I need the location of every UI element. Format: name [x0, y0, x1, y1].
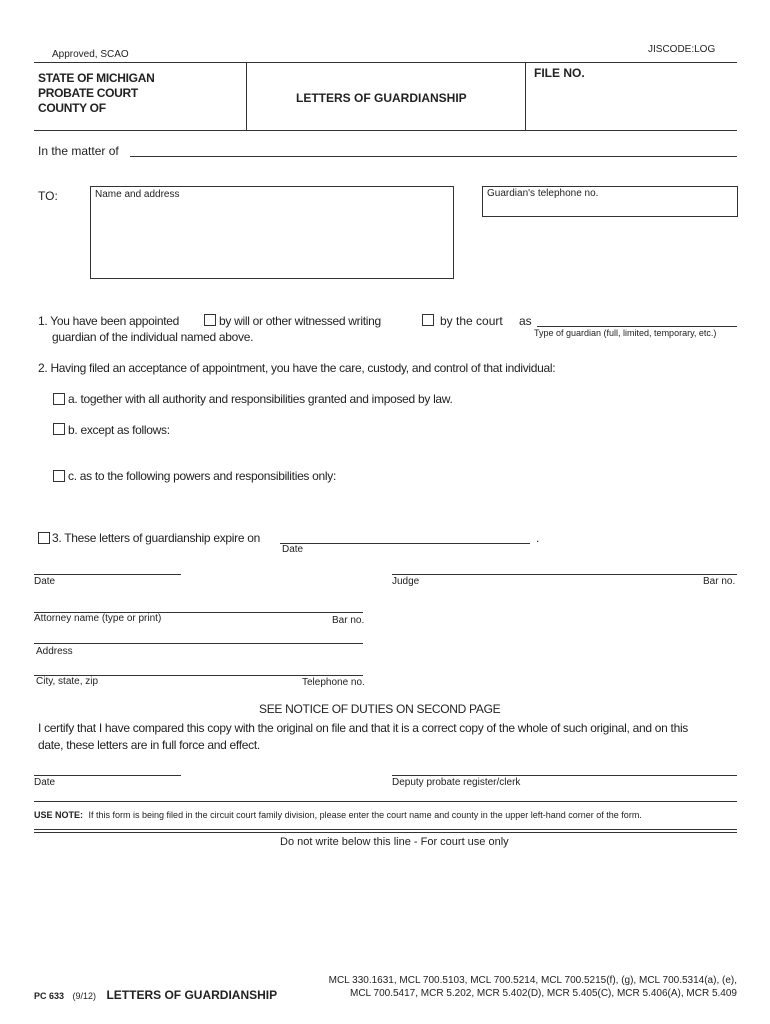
- certify-date-label: Date: [34, 777, 56, 788]
- judge-label: Judge: [392, 576, 420, 587]
- clerk-label: Deputy probate register/clerk: [392, 777, 521, 788]
- as-label: as: [519, 314, 532, 328]
- expire-checkbox[interactable]: [38, 532, 50, 544]
- footer-form-id: [34, 986, 277, 1004]
- telephone-label: Telephone no.: [302, 677, 365, 688]
- legal-refs-line-2: MCL 700.5417, MCR 5.202, MCR 5.402(D), MCR 5.405(C), MCR 5.406(A), MCR 5.409: [350, 988, 737, 999]
- judge-bar-no-label: Bar no.: [703, 576, 736, 587]
- attorney-bar-no-label: Bar no.: [332, 615, 365, 626]
- name-address-field[interactable]: [90, 186, 454, 279]
- item1-continuation: guardian of the individual named above.: [52, 330, 254, 344]
- authority-option-label: a. together with all authority and responsibilities granted and imposed by law.: [68, 392, 453, 406]
- address-field[interactable]: [34, 643, 363, 644]
- address-label: Address: [36, 646, 73, 657]
- court-name: PROBATE COURT: [38, 86, 138, 100]
- use-note-text: If this form is being filed in the circuit court family division, please enter the court name and county in the upper left-hand corner of the form.: [88, 810, 642, 820]
- court-use-rule-1: [34, 829, 737, 830]
- clerk-signature-field[interactable]: [392, 775, 737, 776]
- attorney-name-label: Attorney name (type or print): [34, 613, 162, 624]
- header-divider-left: [246, 62, 247, 130]
- jiscode-label: JISCODE:LOG: [648, 44, 716, 55]
- city-state-zip-label: City, state, zip: [36, 676, 99, 687]
- county-label: COUNTY OF: [38, 101, 106, 115]
- item2-text: 2. Having filed an acceptance of appointment, you have the care, custody, and control of that individual:: [38, 361, 556, 375]
- item3-period: .: [536, 531, 540, 545]
- guardian-type-field[interactable]: [537, 326, 737, 327]
- notice-heading: SEE NOTICE OF DUTIES ON SECOND PAGE: [259, 702, 501, 716]
- expiration-date-label: Date: [282, 544, 304, 555]
- guardian-type-label: Type of guardian (full, limited, temporary, etc.): [534, 328, 717, 338]
- guardian-phone-field[interactable]: [482, 186, 738, 217]
- certify-line-1: I certify that I have compared this copy with the original on file and that it is a correct copy of the whole of such original, and on this: [38, 721, 689, 735]
- court-checkbox[interactable]: [422, 314, 434, 326]
- court-use-rule-2: [34, 832, 737, 833]
- authority-checkbox[interactable]: [53, 393, 65, 405]
- file-no-label: FILE NO.: [534, 66, 585, 80]
- expiration-date-field[interactable]: [280, 543, 530, 544]
- legal-references: [329, 974, 737, 1000]
- date-field[interactable]: [34, 574, 181, 575]
- except-option-label: b. except as follows:: [68, 423, 170, 437]
- use-note-label: USE NOTE:: [34, 810, 84, 820]
- legal-refs-line-1: MCL 330.1631, MCL 700.5103, MCL 700.5214, MCL 700.5215(f), (g), MCL 700.5314(a), (e),: [328, 975, 737, 986]
- judge-signature-field[interactable]: [392, 574, 737, 575]
- footer-title: LETTERS OF GUARDIANSHIP: [106, 988, 278, 1002]
- to-label: TO:: [38, 189, 58, 203]
- court-caption: [38, 71, 154, 116]
- powers-checkbox[interactable]: [53, 470, 65, 482]
- matter-label: In the matter of: [38, 144, 119, 158]
- form-revision: (9/12): [72, 991, 96, 1001]
- item1-text: 1. You have been appointed: [38, 314, 180, 328]
- file-no-field[interactable]: [526, 82, 736, 129]
- use-note-top-rule: [34, 801, 737, 802]
- header-top-rule: [34, 62, 737, 63]
- certify-line-2: date, these letters are in full force and effect.: [38, 738, 260, 752]
- state-name: STATE OF MICHIGAN: [38, 71, 155, 85]
- court-option-label: by the court: [440, 314, 503, 328]
- header-bottom-rule: [34, 130, 737, 131]
- guardian-phone-label: Guardian's telephone no.: [487, 188, 599, 199]
- form-number: PC 633: [34, 991, 65, 1001]
- use-note: [34, 810, 642, 820]
- powers-option-label: c. as to the following powers and responsibilities only:: [68, 469, 337, 483]
- date-label: Date: [34, 576, 56, 587]
- form-title: LETTERS OF GUARDIANSHIP: [296, 91, 467, 105]
- except-checkbox[interactable]: [53, 423, 65, 435]
- name-address-label: Name and address: [95, 189, 180, 200]
- matter-field[interactable]: [130, 156, 737, 157]
- approved-label: Approved, SCAO: [52, 49, 129, 60]
- court-use-label: Do not write below this line - For court use only: [280, 836, 509, 848]
- item3-text: 3. These letters of guardianship expire on: [52, 531, 260, 545]
- certify-date-field[interactable]: [34, 775, 181, 776]
- will-option-label: by will or other witnessed writing: [219, 314, 381, 328]
- will-checkbox[interactable]: [204, 314, 216, 326]
